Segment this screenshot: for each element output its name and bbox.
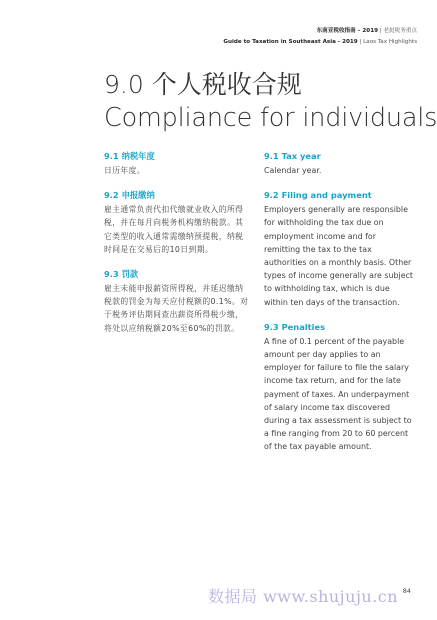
- section-filing-zh: [104, 189, 250, 256]
- chinese-column: [104, 150, 250, 347]
- running-header: [223, 26, 417, 48]
- english-column: [264, 150, 414, 466]
- section-heading: 9.1 Tax year: [264, 151, 321, 161]
- section-heading: 9.3 罚款: [104, 269, 139, 280]
- section-body: Calendar year.: [264, 166, 322, 175]
- section-tax-year-en: [264, 150, 414, 177]
- section-heading: 9.2 Filing and payment: [264, 190, 372, 201]
- section-body: A fine of 0.1 percent of the payable amount per day applies to an employer for failure to file the salary income tax return, and for the late payment of taxes. An underpayment of salary income tax discovered during a tax assessment is subject to a fine ranging from 20 to 60 percent of the tax payable amount.: [264, 336, 412, 452]
- section-penalties-zh: [104, 268, 250, 335]
- page-number: 84: [402, 587, 411, 595]
- page-title: [104, 68, 437, 134]
- section-filing-en: [264, 189, 414, 309]
- section-body: 雇主未能申报薪资所得税，并延迟缴纳税款的罚金为每天应付税额的0.1%。对于税务评估期间查出薪资所得税少缴，将处以应纳税额20%至60%的罚款。: [104, 284, 249, 333]
- section-penalties-en: [264, 321, 414, 454]
- section-body: 日历年度。: [104, 166, 145, 175]
- section-body: Employers generally are responsible for withholding the tax due on employment income and for remitting the tax to the tax authorities on a monthly basis. Other types of income generally are subject to withholding tax, which is due within ten days of the transaction.: [264, 205, 413, 307]
- section-heading: 9.3 Penalties: [264, 321, 326, 332]
- section-tax-year-zh: [104, 150, 250, 177]
- page-title-en: Compliance for individuals: [104, 103, 437, 133]
- section-heading: 9.1 纳税年度: [104, 151, 155, 161]
- header-line-en: Guide to Taxation in Southeast Asia - 2019 | Laos Tax Highlights: [223, 39, 417, 45]
- page-title-zh: 9.0 个人税收合规: [104, 70, 302, 99]
- section-body: 雇主通常负责代扣代缴就业收入的所得税，并在每月向税务机构缴纳税款。其它类型的收入通常需缴纳预提税，纳税时间是在交易后的10日到期。: [104, 205, 244, 254]
- section-heading: 9.2 申报缴纳: [104, 190, 155, 201]
- watermark: 数据局 www.shujuju.cn: [208, 587, 399, 606]
- header-line-zh: 东南亚税收指南 – 2019 | 老挝税务重点: [316, 28, 417, 34]
